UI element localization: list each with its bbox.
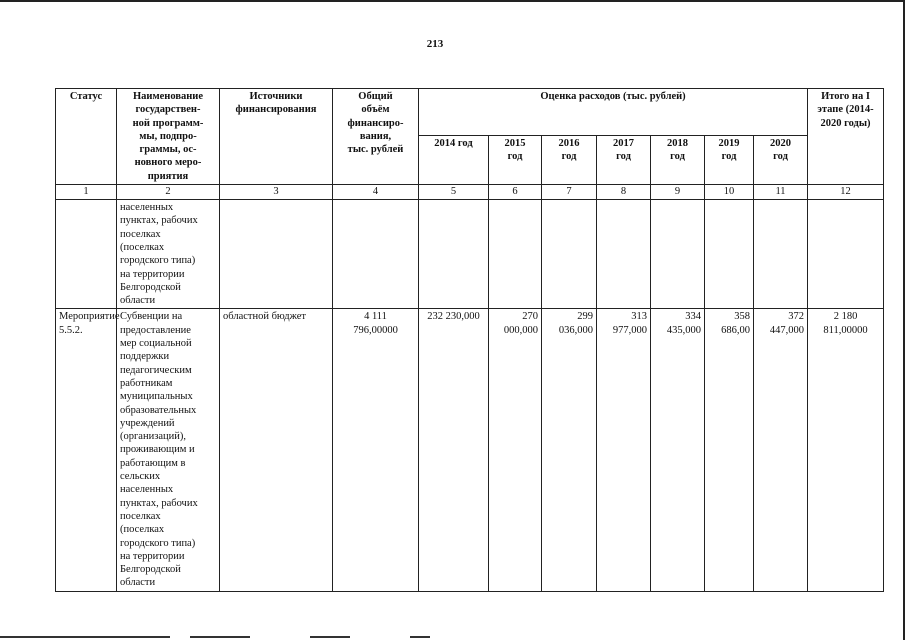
table-row-measure-5-5-2	[56, 309, 884, 591]
column-number: 1	[56, 185, 117, 200]
header-sources: Источники финансирования	[220, 89, 333, 185]
row-value-2020	[754, 200, 808, 309]
header-year-2018: 2018 год	[651, 135, 705, 184]
table-row-continuation	[56, 200, 884, 309]
row-name: населенных пунктах, рабочих поселках (поселках городского типа) на территории Белгородской области	[117, 200, 220, 309]
row-value-2018	[651, 200, 705, 309]
header-year-2020: 2020 год	[754, 135, 808, 184]
row-source: областной бюджет	[220, 309, 333, 591]
row-value-2019	[705, 200, 754, 309]
header-year-2014: 2014 год	[419, 135, 489, 184]
header-year-2015: 2015 год	[489, 135, 542, 184]
column-number-row	[56, 185, 884, 200]
header-stage-total: Итого на I этапе (2014- 2020 годы)	[808, 89, 884, 185]
row-value-2014: 232 230,000	[419, 309, 489, 591]
row-value-2016	[542, 200, 597, 309]
budget-table	[55, 88, 884, 592]
row-value-2016: 299 036,000	[542, 309, 597, 591]
scan-mark	[310, 636, 350, 638]
row-value-2015: 270 000,000	[489, 309, 542, 591]
row-value-2014	[419, 200, 489, 309]
row-stage-total: 2 180 811,00000	[808, 309, 884, 591]
row-value-2017	[597, 200, 651, 309]
row-name: Субвенции на предоставление мер социальной поддержки педагогическим работникам муниципальных образовательных учреждений (организаций), проживающим и работающим в сельских населенных пунктах, рабочих поселках (поселках городского типа) на территории Белгородской области	[117, 309, 220, 591]
header-estimate: Оценка расходов (тыс. рублей)	[419, 89, 808, 136]
scan-mark	[0, 636, 170, 638]
column-number: 7	[542, 185, 597, 200]
column-number: 8	[597, 185, 651, 200]
column-number: 2	[117, 185, 220, 200]
row-value-2020: 372 447,000	[754, 309, 808, 591]
row-value-2015	[489, 200, 542, 309]
row-total: 4 111 796,00000	[333, 309, 419, 591]
column-number: 9	[651, 185, 705, 200]
row-value-2017: 313 977,000	[597, 309, 651, 591]
header-row-1	[56, 89, 884, 136]
column-number: 11	[754, 185, 808, 200]
row-value-2018: 334 435,000	[651, 309, 705, 591]
scan-mark	[190, 636, 250, 638]
column-number: 3	[220, 185, 333, 200]
page-number: 213	[426, 38, 444, 50]
top-scan-edge	[0, 0, 905, 2]
row-total	[333, 200, 419, 309]
column-number: 6	[489, 185, 542, 200]
header-total: Общий объём финансиро- вания, тыс. рублей	[333, 89, 419, 185]
row-status	[56, 200, 117, 309]
row-stage-total	[808, 200, 884, 309]
scan-mark	[410, 636, 430, 638]
column-number: 5	[419, 185, 489, 200]
header-status: Статус	[56, 89, 117, 185]
header-year-2016: 2016 год	[542, 135, 597, 184]
column-number: 10	[705, 185, 754, 200]
header-year-2017: 2017 год	[597, 135, 651, 184]
column-number: 12	[808, 185, 884, 200]
row-value-2019: 358 686,00	[705, 309, 754, 591]
row-source	[220, 200, 333, 309]
header-name: Наименование государствен- ной программ- мы, подпро- граммы, ос- новного меро- приятия	[117, 89, 220, 185]
row-status: Мероприятие 5.5.2.	[56, 309, 117, 591]
column-number: 4	[333, 185, 419, 200]
header-year-2019: 2019 год	[705, 135, 754, 184]
